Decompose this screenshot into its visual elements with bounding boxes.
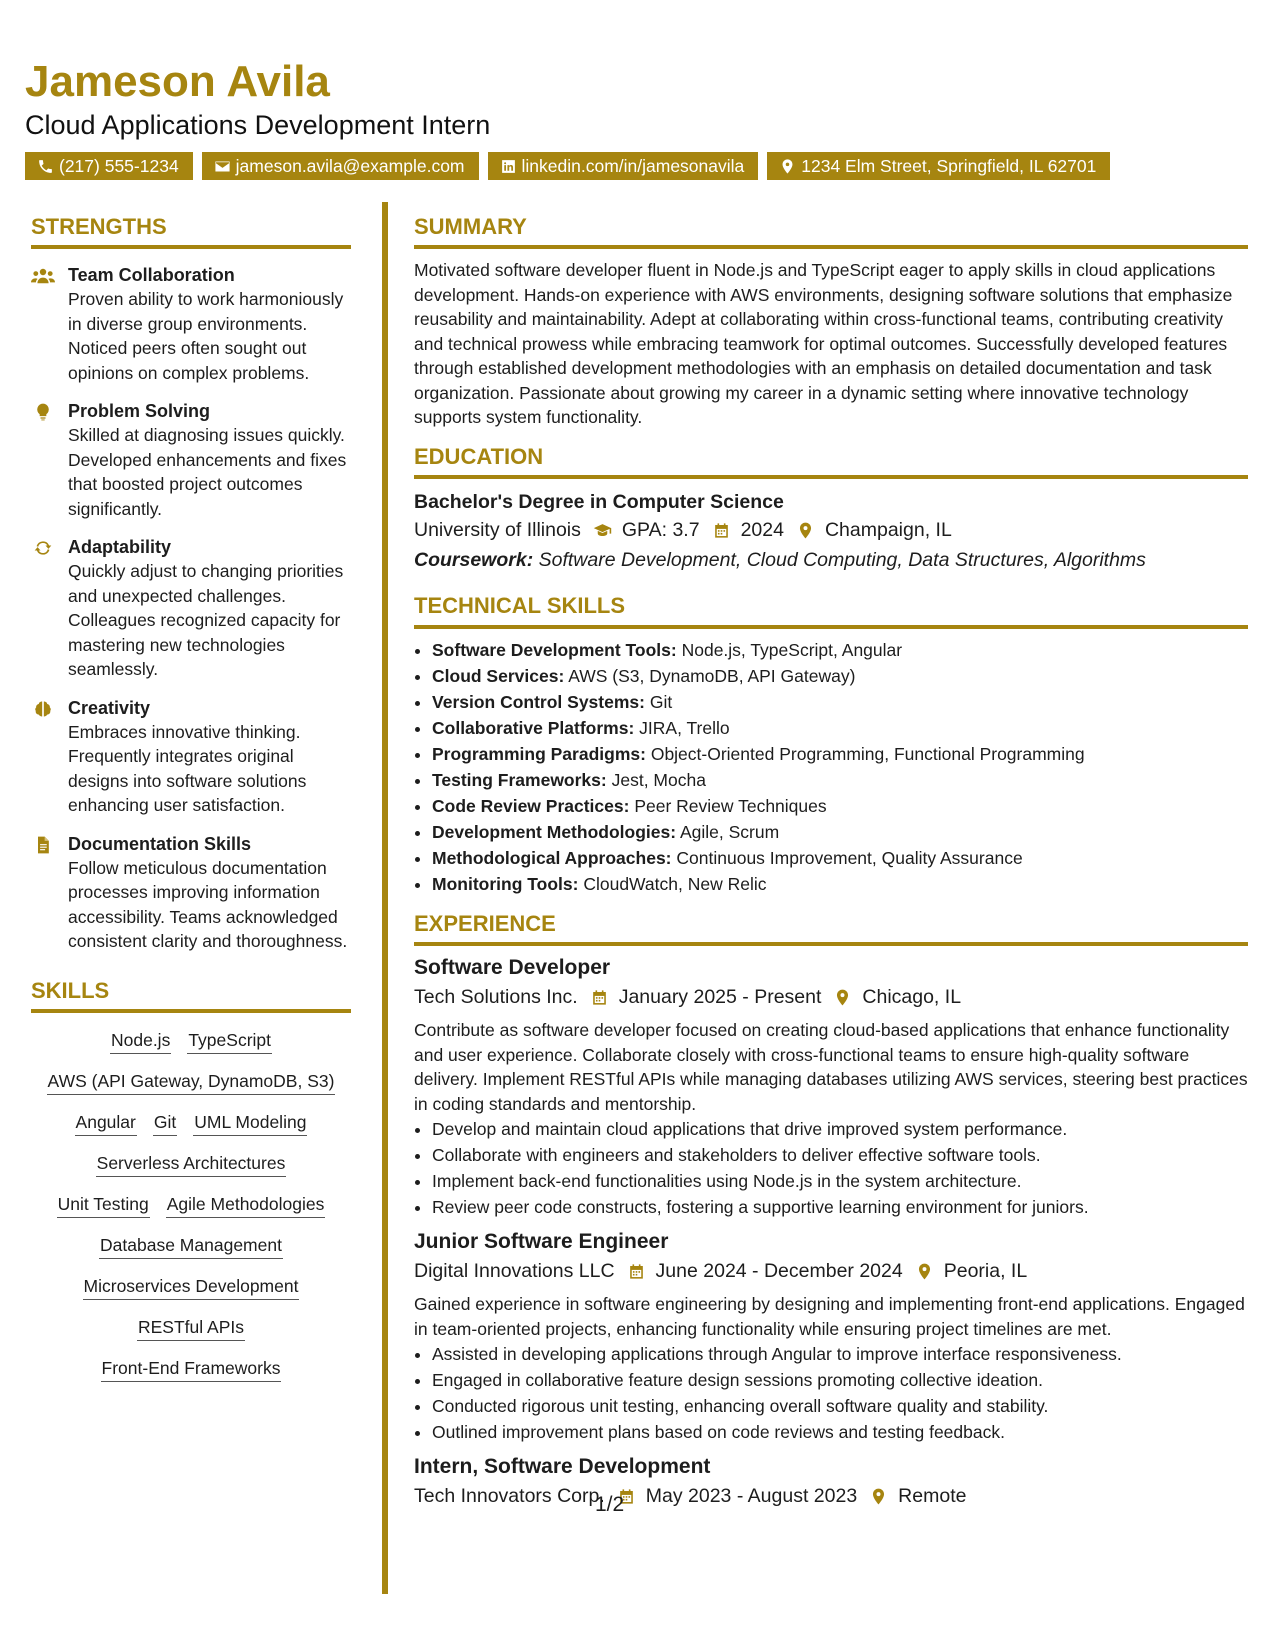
calendar-icon [712,521,731,540]
education-heading: EDUCATION [414,444,1248,479]
list-item: • Methodological Approaches: Continuous Improvement, Quality Assurance [432,845,1248,871]
map-marker-icon [915,1262,934,1281]
map-marker-icon [779,158,796,175]
list-item: • Assisted in developing applications through Angular to improve interface responsiveness. [432,1341,1248,1367]
list-item: • Outlined improvement plans based on code reviews and testing feedback. [432,1419,1248,1445]
left-column [31,214,351,1396]
job-entry [414,1453,1248,1511]
strength-desc: Follow meticulous documentation processes improving information accessibility. Teams acknowledged consistent clarity and thoroughness. [68,857,348,952]
sync-icon [31,538,55,558]
skill-tag: Node.js [110,1027,171,1054]
strength-item [31,399,351,521]
strength-title: Creativity [68,697,151,718]
skill-tag: Front-End Frameworks [101,1355,282,1382]
map-marker-icon [796,521,815,540]
skill-tag: AWS (API Gateway, DynamoDB, S3) [47,1068,336,1095]
coursework-label: Coursework: [414,549,534,572]
phone-icon [37,158,54,175]
job-title: Intern, Software Development [414,1455,711,1479]
skill-tag: Serverless Architectures [96,1150,287,1177]
education-meta [414,515,1248,545]
skill-tag: Unit Testing [57,1191,150,1218]
page-number: 1/2 [595,1493,625,1516]
skill-tag: Git [153,1109,177,1136]
job-meta [414,1256,1248,1286]
job-entry [414,1228,1248,1445]
list-item: • Conducted rigorous unit testing, enhancing overall software quality and stability. [432,1393,1248,1419]
job-dates: January 2025 - Present [618,986,822,1009]
coursework-list: Software Development, Cloud Computing, Data Structures, Algorithms [538,549,1146,572]
contact-text: linkedin.com/in/jamesonavila [521,156,745,176]
calendar-icon [590,988,609,1007]
candidate-name: Jameson Avila [25,57,330,106]
list-item: • Version Control Systems: Git [432,689,1248,715]
job-bullets [414,1116,1248,1220]
company-name: Digital Innovations LLC [414,1260,615,1283]
job-entry [414,954,1248,1220]
job-location: Peoria, IL [943,1260,1028,1283]
skill-tag: Microservices Development [83,1273,300,1300]
job-description: Gained experience in software engineering by designing and implementing front-end applications. Engaged in team-oriented projects, enhancing functionality while ensuring project timelines are met. [414,1294,1245,1339]
strength-title: Team Collaboration [68,265,235,286]
strength-title: Documentation Skills [68,833,252,854]
strength-desc: Proven ability to work harmoniously in diverse group environments. Noticed peers often sought out opinions on complex problems. [68,289,344,383]
technical-skills-list [414,637,1248,897]
calendar-icon [627,1262,646,1281]
skill-tag: TypeScript [187,1027,272,1054]
job-dates: May 2023 - August 2023 [645,1485,858,1508]
graduation-cap-icon [593,521,612,540]
strength-item [31,263,351,385]
column-divider [382,202,388,1594]
job-dates: June 2024 - December 2024 [655,1260,903,1283]
job-location: Remote [898,1485,967,1508]
contact-linkedin[interactable] [488,152,759,180]
skill-tag: RESTful APIs [137,1314,245,1341]
contact-text: jameson.avila@example.com [235,156,465,176]
strengths-heading: STRENGTHS [31,214,351,249]
skill-tag: Agile Methodologies [166,1191,326,1218]
list-item: • Collaborate with engineers and stakeholders to deliver effective software tools. [432,1142,1248,1168]
strength-item [31,832,351,954]
list-item: • Software Development Tools: Node.js, TypeScript, Angular [432,637,1248,663]
job-meta [414,982,1248,1012]
list-item: • Development Methodologies: Agile, Scrum [432,819,1248,845]
strength-desc: Skilled at diagnosing issues quickly. Developed enhancements and fixes that boosted project outcomes significantly. [68,425,347,519]
list-item: • Monitoring Tools: CloudWatch, New Relic [432,871,1248,897]
contact-text: (217) 555-1234 [59,156,179,176]
company-name: Tech Solutions Inc. [414,986,578,1009]
map-marker-icon [833,988,852,1007]
contact-address[interactable] [767,152,1110,180]
summary-heading: SUMMARY [414,214,1248,249]
job-title: Software Developer [414,956,611,980]
contact-bar [25,152,1110,180]
company-name: Tech Innovators Corp. [414,1485,605,1508]
summary-text: Motivated software developer fluent in Node.js and TypeScript eager to apply skills in cloud applications development. Hands-on experience with AWS environments, designing software solutions that emphasize reusability and maintainability. Adept at collaborating within cross-functional teams, contributing creativity and technical prowess while embracing teamwork for optimal outcomes. Successfully developed features through established development methodologies with an emphasis on detailed documentation and task organization. Passionate about growing my career in a dynamic setting where innovative technology supports system functionality. [414,260,1233,428]
coursework [414,545,1248,575]
education-location: Champaign, IL [824,519,952,542]
job-bullets [414,1341,1248,1445]
skill-tag: Angular [75,1109,137,1136]
envelope-icon [214,158,231,175]
list-item: • Collaborative Platforms: JIRA, Trello [432,715,1248,741]
contact-text: 1234 Elm Street, Springfield, IL 62701 [801,156,1097,176]
list-item: • Code Review Practices: Peer Review Techniques [432,793,1248,819]
gpa: GPA: 3.7 [621,519,700,542]
skills-heading: SKILLS [31,978,351,1013]
strengths-list [31,263,351,954]
lightbulb-icon [31,402,55,422]
graduation-year: 2024 [740,519,784,542]
strength-title: Adaptability [68,537,172,558]
strength-title: Problem Solving [68,401,211,422]
job-title: Junior Software Engineer [414,1230,669,1254]
list-item: • Review peer code constructs, fostering a supportive learning environment for juniors. [432,1194,1248,1220]
brain-icon [31,699,55,719]
list-item: • Implement back-end functionalities using Node.js in the system architecture. [432,1168,1248,1194]
school-name: University of Illinois [414,519,581,542]
strength-desc: Embraces innovative thinking. Frequently integrates original designs into software solutions enhancing user satisfaction. [68,721,307,816]
list-item: • Cloud Services: AWS (S3, DynamoDB, API Gateway) [432,663,1248,689]
technical-skills-heading: TECHNICAL SKILLS [414,593,1248,628]
degree-title: Bachelor's Degree in Computer Science [414,491,784,514]
list-item: • Programming Paradigms: Object-Oriented Programming, Functional Programming [432,741,1248,767]
strength-item [31,535,351,682]
list-item: • Testing Frameworks: Jest, Mocha [432,767,1248,793]
contact-email[interactable] [202,152,479,180]
map-marker-icon [869,1487,888,1506]
list-item: • Engaged in collaborative feature design sessions promoting collective ideation. [432,1367,1248,1393]
file-icon [31,835,55,855]
job-description: Contribute as software developer focused on creating cloud-based applications that enhance functionality and user experience. Collaborate closely with cross-functional teams to ensure high-quality software delivery. Implement RESTful APIs while managing databases utilizing AWS services, steering best practices in coding standards and mentorship. [414,1020,1248,1114]
experience-heading: EXPERIENCE [414,911,1248,946]
skill-tag: UML Modeling [193,1109,307,1136]
right-column [414,214,1248,1511]
skill-tag: Database Management [99,1232,283,1259]
strength-item [31,696,351,818]
linkedin-icon [500,158,517,175]
skills-list [31,1013,351,1382]
contact-phone[interactable] [25,152,193,180]
users-icon [31,266,55,286]
candidate-role: Cloud Applications Development Intern [25,110,491,140]
job-meta [414,1481,1248,1511]
strength-desc: Quickly adjust to changing priorities and unexpected challenges. Colleagues recognized capacity for mastering new technologies seamlessly. [68,561,344,680]
job-location: Chicago, IL [862,986,962,1009]
list-item: • Develop and maintain cloud applications that drive improved system performance. [432,1116,1248,1142]
